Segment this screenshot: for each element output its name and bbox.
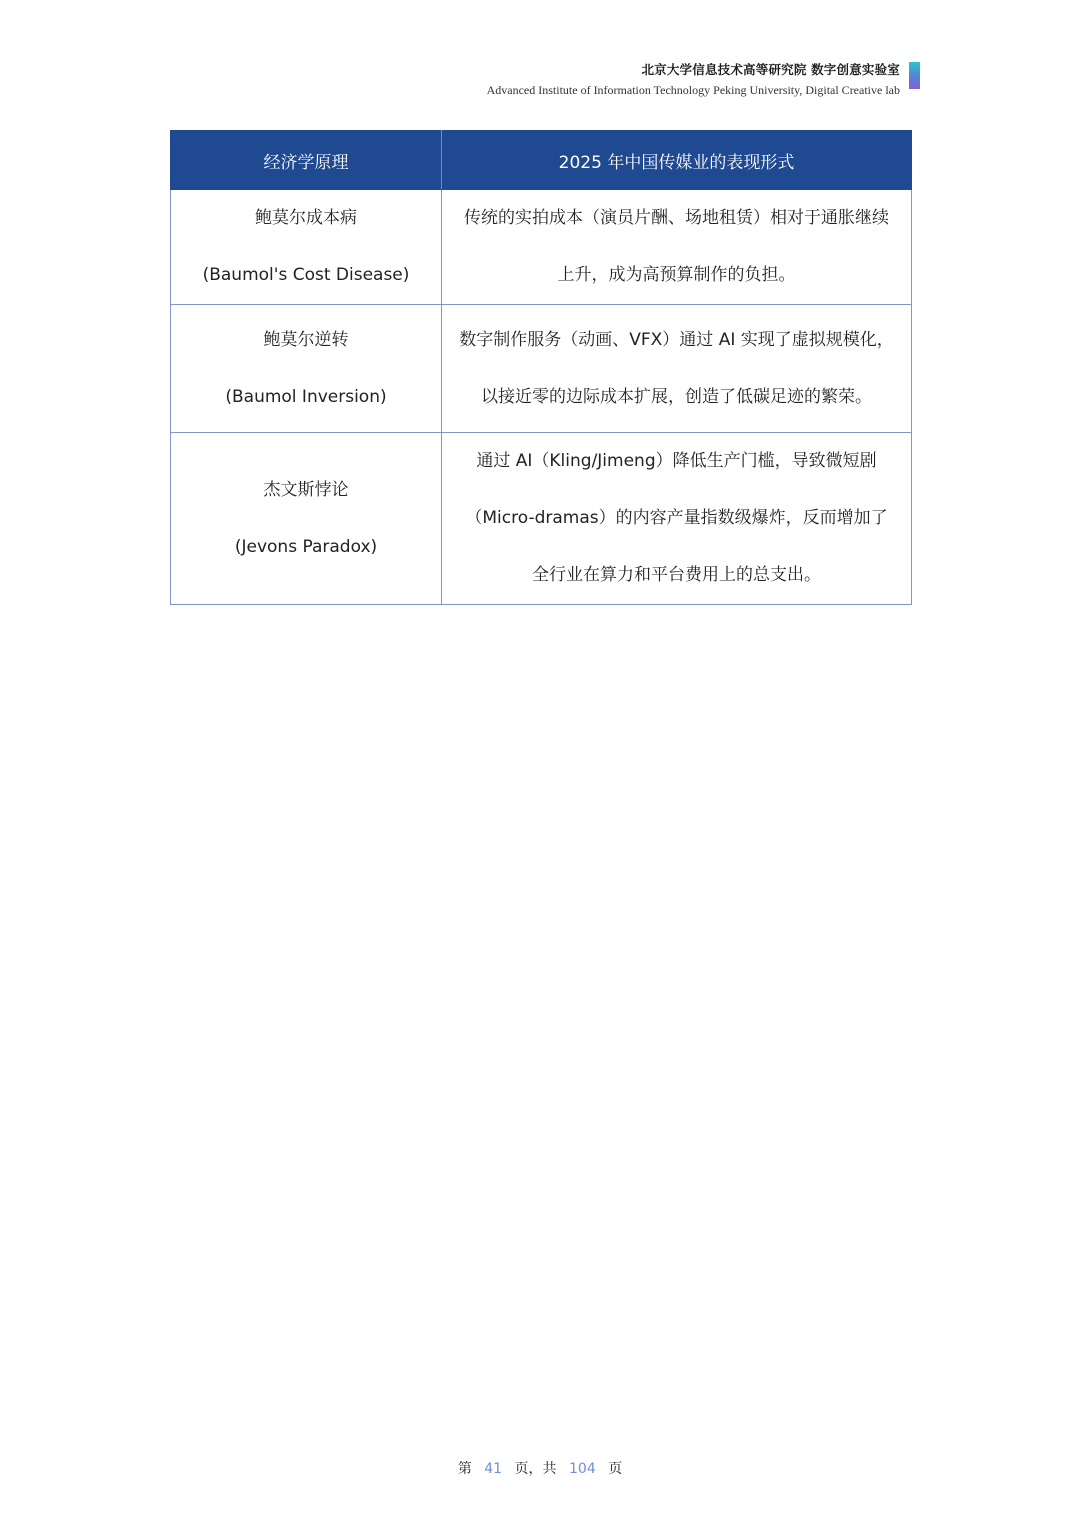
economics-table xyxy=(170,130,912,605)
column-header-manifestation: 2025 年中国传媒业的表现形式 xyxy=(442,131,912,190)
manifestation-cell xyxy=(442,305,912,433)
principle-name-en: (Baumol Inversion) xyxy=(225,386,387,407)
total-pages-number: 104 xyxy=(569,1461,596,1477)
principle-cell xyxy=(171,305,442,433)
table-row xyxy=(171,433,912,605)
manifestation-cell xyxy=(442,190,912,305)
manifestation-line: 数字制作服务（动画、VFX）通过 AI 实现了虚拟规模化， xyxy=(459,329,894,350)
institute-name-en: Advanced Institute of Information Technology Peking University, Digital Creative lab xyxy=(486,83,900,97)
manifestation-line: 上升，成为高预算制作的负担。 xyxy=(557,265,796,285)
principle-name-en: (Baumol's Cost Disease) xyxy=(202,265,410,285)
institute-name-cn: 北京大学信息技术高等研究院 数字创意实验室 xyxy=(641,62,900,77)
manifestation-line: 通过 AI（Kling/Jimeng）降低生产门槛，导致微短剧 xyxy=(476,451,877,471)
page-footer xyxy=(0,1458,1080,1478)
principle-name-cn: 杰文斯悖论 xyxy=(263,479,349,500)
principle-name-cn: 鲍莫尔成本病 xyxy=(255,208,357,228)
principle-cell xyxy=(171,433,442,605)
manifestation-line: 以接近零的边际成本扩展，创造了低碳足迹的繁荣。 xyxy=(481,386,872,407)
table-header-row xyxy=(171,131,912,190)
manifestation-line: 传统的实拍成本（演员片酬、场地租赁）相对于通胀继续 xyxy=(464,208,889,228)
principle-name-en: (Jevons Paradox) xyxy=(234,536,378,557)
header-accent-bar xyxy=(909,62,920,89)
column-header-principle: 经济学原理 xyxy=(171,131,442,190)
manifestation-line: 全行业在算力和平台费用上的总支出。 xyxy=(532,565,821,585)
table-row xyxy=(171,190,912,305)
principle-name-cn: 鲍莫尔逆转 xyxy=(263,329,349,350)
table-row xyxy=(171,305,912,433)
page-suffix: 页 xyxy=(608,1461,623,1477)
current-page-number: 41 xyxy=(484,1461,503,1477)
page-prefix: 第 xyxy=(457,1461,472,1477)
page-middle-text: 页，共 xyxy=(514,1461,557,1477)
manifestation-cell xyxy=(442,433,912,605)
principle-cell xyxy=(171,190,442,305)
manifestation-line: （Micro-dramas）的内容产量指数级爆炸，反而增加了 xyxy=(465,508,888,528)
page-header xyxy=(487,60,900,99)
